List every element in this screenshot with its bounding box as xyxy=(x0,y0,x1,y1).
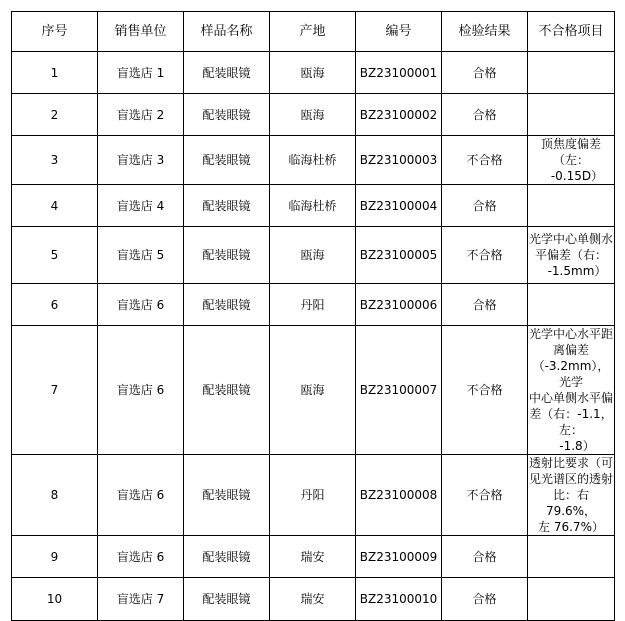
cell-sample: 配装眼镜 xyxy=(184,227,270,284)
cell-no: 4 xyxy=(12,185,98,227)
cell-origin: 瑞安 xyxy=(270,578,356,621)
cell-defect xyxy=(528,284,615,326)
cell-origin: 临海杜桥 xyxy=(270,136,356,185)
header-cell-defect: 不合格项目 xyxy=(528,12,615,52)
cell-seller: 盲选店 6 xyxy=(98,284,184,326)
table-row xyxy=(12,52,615,94)
cell-origin: 瓯海 xyxy=(270,227,356,284)
cell-seller: 盲选店 5 xyxy=(98,227,184,284)
table-row xyxy=(12,326,615,455)
cell-sample: 配装眼镜 xyxy=(184,94,270,136)
table-row xyxy=(12,185,615,227)
table-row xyxy=(12,284,615,326)
header-cell-code: 编号 xyxy=(356,12,442,52)
cell-no: 10 xyxy=(12,578,98,621)
cell-defect xyxy=(528,94,615,136)
cell-seller: 盲选店 2 xyxy=(98,94,184,136)
cell-no: 7 xyxy=(12,326,98,455)
cell-defect: 光学中心单侧水 平偏差（右： -1.5mm） xyxy=(528,227,615,284)
cell-defect xyxy=(528,578,615,621)
header-cell-origin: 产地 xyxy=(270,12,356,52)
cell-code: BZ23100010 xyxy=(356,578,442,621)
cell-code: BZ23100005 xyxy=(356,227,442,284)
cell-no: 6 xyxy=(12,284,98,326)
cell-defect xyxy=(528,52,615,94)
cell-origin: 临海杜桥 xyxy=(270,185,356,227)
cell-result: 合格 xyxy=(442,578,528,621)
cell-defect: 光学中心水平距 离偏差 （-3.2mm），光学 中心单侧水平偏 差（右：-1.1，左： -1.8） xyxy=(528,327,613,453)
cell-no: 9 xyxy=(12,536,98,578)
cell-sample: 配装眼镜 xyxy=(184,455,270,536)
cell-sample: 配装眼镜 xyxy=(184,52,270,94)
header-cell-result: 检验结果 xyxy=(442,12,528,52)
header-cell-seller: 销售单位 xyxy=(98,12,184,52)
cell-result: 不合格 xyxy=(442,455,528,536)
cell-code: BZ23100003 xyxy=(356,136,442,185)
cell-seller: 盲选店 6 xyxy=(98,455,184,536)
cell-origin: 瓯海 xyxy=(270,52,356,94)
cell-defect: 顶焦度偏差（左： -0.15D） xyxy=(528,136,615,185)
header-cell-no: 序号 xyxy=(12,12,98,52)
cell-sample: 配装眼镜 xyxy=(184,185,270,227)
cell-result: 不合格 xyxy=(442,227,528,284)
cell-result: 合格 xyxy=(442,52,528,94)
table-row xyxy=(12,536,615,578)
cell-result: 合格 xyxy=(442,185,528,227)
cell-origin: 丹阳 xyxy=(270,455,356,536)
cell-code: BZ23100009 xyxy=(356,536,442,578)
cell-seller: 盲选店 6 xyxy=(98,326,184,455)
cell-code: BZ23100004 xyxy=(356,185,442,227)
cell-no: 8 xyxy=(12,455,98,536)
cell-code: BZ23100008 xyxy=(356,455,442,536)
cell-result: 合格 xyxy=(442,94,528,136)
cell-sample: 配装眼镜 xyxy=(184,536,270,578)
inspection-results-table xyxy=(11,11,615,621)
cell-code: BZ23100001 xyxy=(356,52,442,94)
cell-origin: 瑞安 xyxy=(270,536,356,578)
cell-no: 3 xyxy=(12,136,98,185)
table-row xyxy=(12,227,615,284)
cell-no: 5 xyxy=(12,227,98,284)
table-row xyxy=(12,94,615,136)
cell-defect xyxy=(528,536,615,578)
cell-seller: 盲选店 7 xyxy=(98,578,184,621)
cell-defect: 透射比要求（可 见光谱区的透射 比：右 79.6%， 左 76.7%） xyxy=(528,456,613,534)
cell-seller: 盲选店 4 xyxy=(98,185,184,227)
table-row xyxy=(12,455,615,536)
cell-seller: 盲选店 3 xyxy=(98,136,184,185)
cell-seller: 盲选店 1 xyxy=(98,52,184,94)
cell-sample: 配装眼镜 xyxy=(184,284,270,326)
cell-result: 合格 xyxy=(442,536,528,578)
table-row xyxy=(12,136,615,185)
cell-code: BZ23100007 xyxy=(356,326,442,455)
table-row xyxy=(12,578,615,621)
cell-no: 2 xyxy=(12,94,98,136)
cell-result: 不合格 xyxy=(442,136,528,185)
header-row xyxy=(12,12,615,52)
cell-origin: 丹阳 xyxy=(270,284,356,326)
cell-defect xyxy=(528,185,615,227)
cell-sample: 配装眼镜 xyxy=(184,136,270,185)
cell-seller: 盲选店 6 xyxy=(98,536,184,578)
cell-origin: 瓯海 xyxy=(270,326,356,455)
cell-sample: 配装眼镜 xyxy=(184,578,270,621)
cell-sample: 配装眼镜 xyxy=(184,326,270,455)
cell-code: BZ23100002 xyxy=(356,94,442,136)
header-cell-sample: 样品名称 xyxy=(184,12,270,52)
cell-origin: 瓯海 xyxy=(270,94,356,136)
cell-result: 合格 xyxy=(442,284,528,326)
cell-no: 1 xyxy=(12,52,98,94)
cell-code: BZ23100006 xyxy=(356,284,442,326)
cell-result: 不合格 xyxy=(442,326,528,455)
